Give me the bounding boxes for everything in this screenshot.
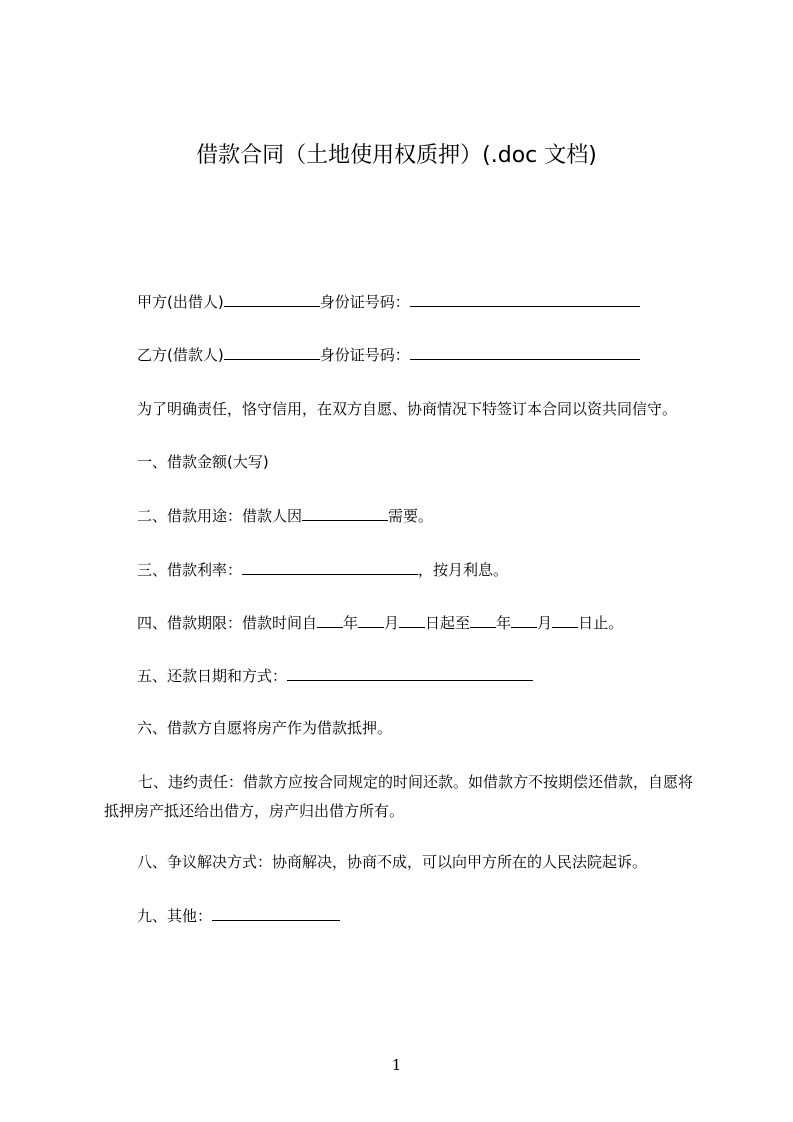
end-year-blank bbox=[470, 612, 496, 628]
clause-2-suffix: 需要。 bbox=[388, 507, 434, 525]
clause-2-prefix: 二、借款用途：借款人因 bbox=[137, 507, 303, 525]
end-month-unit: 月 bbox=[537, 614, 553, 632]
start-month-unit: 月 bbox=[384, 614, 400, 632]
party-b-id-label: 身份证号码： bbox=[319, 346, 410, 364]
party-a-id-blank bbox=[410, 291, 640, 307]
clause-7: 七、违约责任：借款方应按合同规定的时间还款。如借款方不按期偿还借款，自愿将抵押房产抵还给出借方，房产归出借方所有。 bbox=[104, 773, 694, 820]
repayment-blank bbox=[287, 665, 533, 681]
party-a-id-label: 身份证号码： bbox=[319, 293, 410, 311]
start-year-blank bbox=[317, 612, 343, 628]
clause-9 bbox=[137, 905, 340, 926]
end-day-blank bbox=[552, 612, 578, 628]
start-year-unit: 年 bbox=[343, 614, 359, 632]
clause-4 bbox=[137, 612, 623, 633]
clause-5 bbox=[137, 665, 533, 686]
clause-3 bbox=[137, 559, 508, 580]
preamble: 为了明确责任，恪守信用，在双方自愿、协商情况下特签订本合同以资共同信守。 bbox=[137, 400, 678, 418]
document-title: 借款合同（土地使用权质押）(.doc 文档) bbox=[196, 143, 597, 168]
party-a-label: 甲方(出借人) bbox=[137, 293, 224, 311]
clause-9-prefix: 九、其他： bbox=[137, 907, 213, 925]
clause-3-suffix: ，按月利息。 bbox=[418, 561, 509, 579]
party-a-name-blank bbox=[224, 291, 320, 307]
party-b-line bbox=[137, 344, 640, 365]
clause-4-prefix: 四、借款期限：借款时间自 bbox=[137, 614, 318, 632]
clause-5-prefix: 五、还款日期和方式： bbox=[137, 667, 288, 685]
clause-1: 一、借款金额(大写) bbox=[137, 453, 269, 471]
party-a-line bbox=[137, 291, 640, 312]
end-year-unit: 年 bbox=[496, 614, 512, 632]
start-day-unit: 日起至 bbox=[425, 614, 471, 632]
party-b-id-blank bbox=[410, 344, 640, 360]
party-b-name-blank bbox=[224, 344, 320, 360]
end-month-blank bbox=[511, 612, 537, 628]
purpose-blank bbox=[302, 505, 388, 521]
clause-3-prefix: 三、借款利率： bbox=[137, 561, 243, 579]
page-number: 1 bbox=[391, 1056, 402, 1074]
interest-rate-blank bbox=[242, 559, 418, 575]
end-day-unit: 日止。 bbox=[578, 614, 624, 632]
other-blank bbox=[212, 905, 340, 921]
start-day-blank bbox=[399, 612, 425, 628]
start-month-blank bbox=[358, 612, 384, 628]
party-b-label: 乙方(借款人) bbox=[137, 346, 224, 364]
clause-2 bbox=[137, 505, 433, 526]
clause-6: 六、借款方自愿将房产作为借款抵押。 bbox=[137, 719, 393, 737]
clause-8: 八、争议解决方式：协商解决，协商不成，可以向甲方所在的人民法院起诉。 bbox=[137, 853, 648, 871]
